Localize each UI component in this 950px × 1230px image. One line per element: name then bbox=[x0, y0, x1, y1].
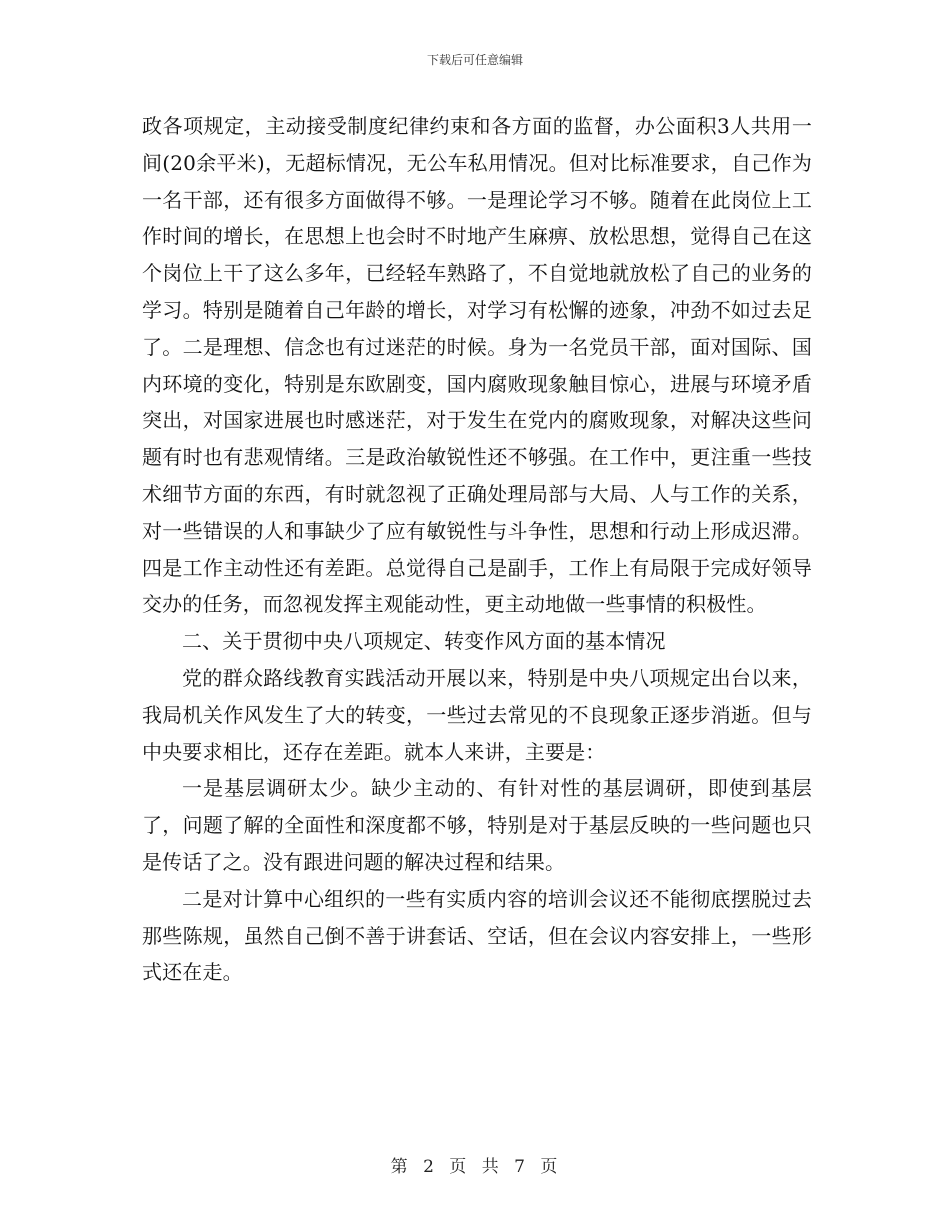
document-body bbox=[142, 108, 812, 991]
page-header-note: 下载后可任意编辑 bbox=[426, 53, 523, 67]
section-heading-2: 二、关于贯彻中央八项规定、转变作风方面的基本情况 bbox=[182, 629, 666, 654]
page-number-footer: 第 2 页 共 7 页 bbox=[390, 1157, 560, 1177]
paragraph-4: 一是基层调研太少。缺少主动的、有针对性的基层调研，即使到基层了，问题了解的全面性和深度都不够，特别是对于基层反映的一些问题也只是传话了之。没有跟进问题的解决过程和结果。 bbox=[142, 776, 812, 874]
paragraph-3: 党的群众路线教育实践活动开展以来，特别是中央八项规定出台以来，我局机关作风发生了大的转变，一些过去常见的不良现象正逐步消逝。但与中央要求相比，还存在差距。就本人来讲，主要是： bbox=[142, 665, 812, 764]
paragraph-5: 二是对计算中心组织的一些有实质内容的培训会议还不能彻底摆脱过去那些陈规，虽然自己倒不善于讲套话、空话，但在会议内容安排上，一些形式还在走。 bbox=[142, 886, 812, 985]
paragraph-1: 政各项规定，主动接受制度纪律约束和各方面的监督，办公面积3人共用一间(20余平米)，无超标情况，无公车私用情况。但对比标准要求，自己作为一名干部，还有很多方面做得不够。一是理论学习不够。随着在此岗位上工作时间的增长，在思想上也会时不时地产生麻痹、放松思想，觉得自己在这个岗位上干了这么多年，已经轻车熟路了，不自觉地就放松了自己的业务的学习。特别是随着自己年龄的增长，对学习有松懈的迹象，冲劲不如过去足了。二是理想、信念也有过迷茫的时候。身为一名党员干部，面对国际、国内环境的变化，特别是东欧剧变，国内腐败现象触目惊心，进展与环境矛盾突出，对国家进展也时感迷茫，对于发生在党内的腐败现象，对解决这些问题有时也有悲观情绪。三是政治敏锐性还不够强。在工作中，更注重一些技术细节方面的东西，有时就忽视了正确处理局部与大局、人与工作的关系，对一些错误的人和事缺少了应有敏锐性与斗争性，思想和行动上形成迟滞。四是工作主动性还有差距。总觉得自己是副手，工作上有局限于完成好领导交办的任务，而忽视发挥主观能动性，更主动地做一些事情的积极性。 bbox=[142, 114, 812, 617]
